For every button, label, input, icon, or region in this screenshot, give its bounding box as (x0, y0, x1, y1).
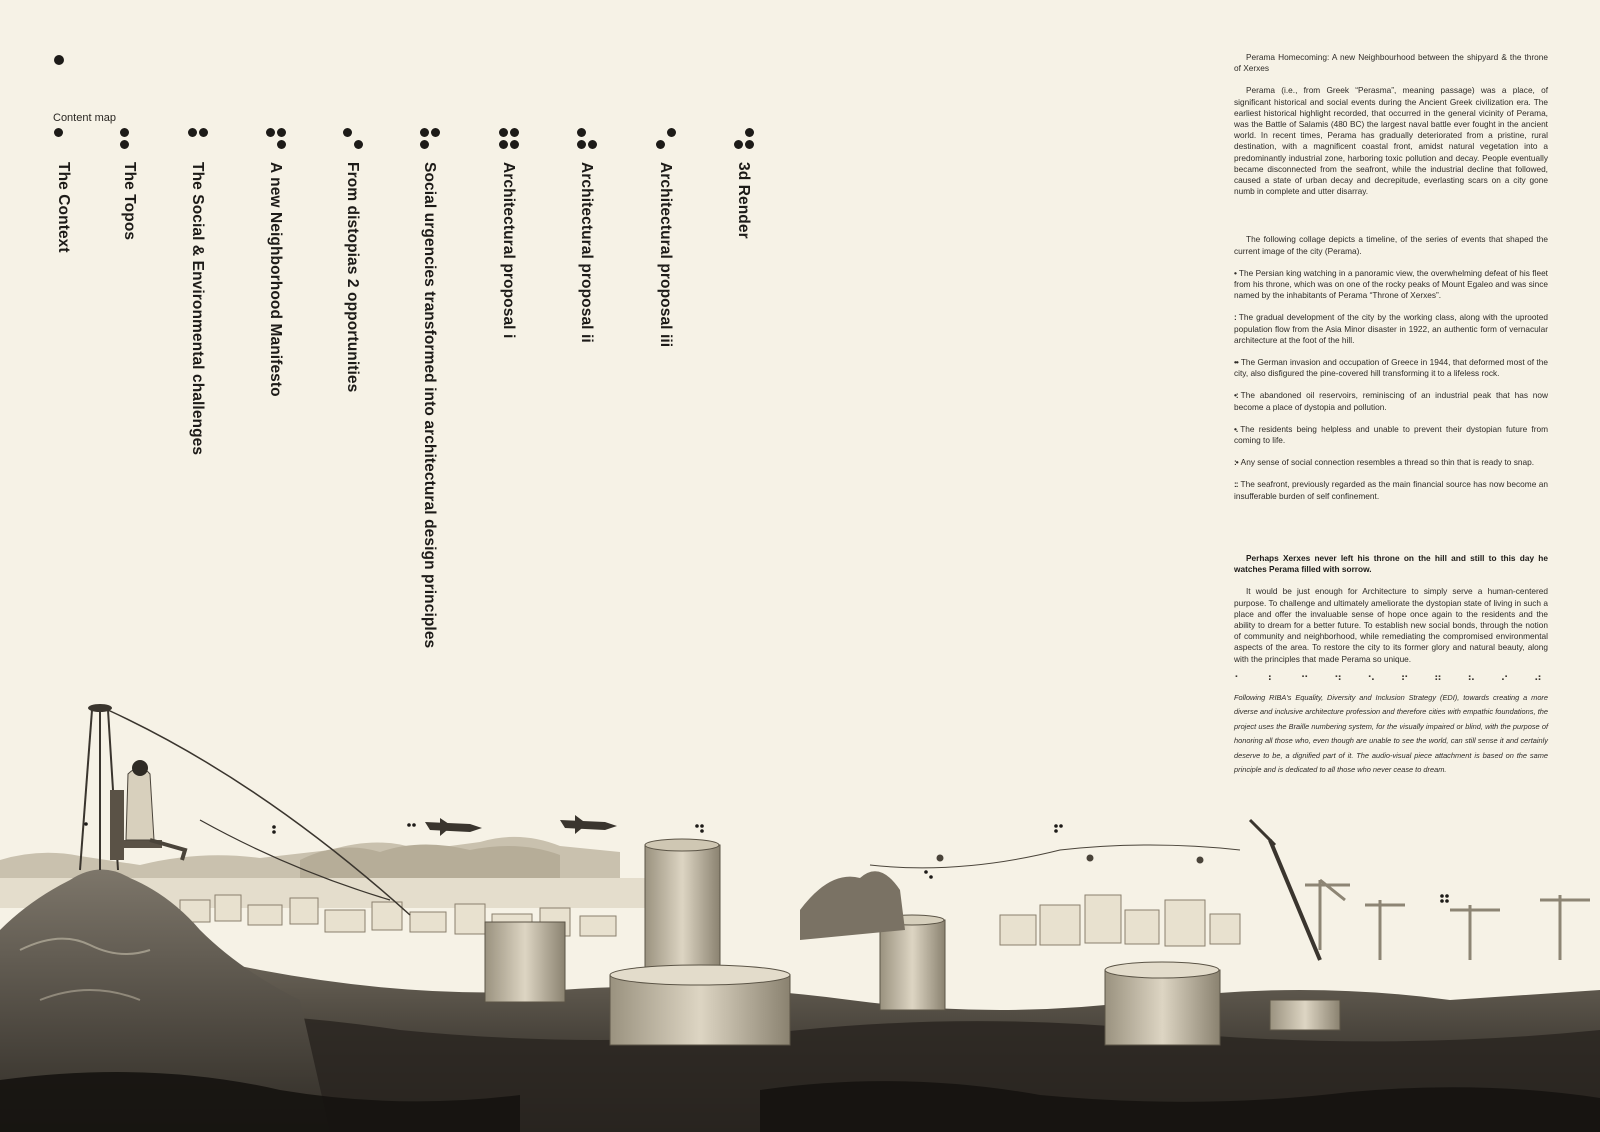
hanging-thread (870, 845, 1240, 868)
toc-title: The Context (55, 162, 72, 253)
collage-intro: The following collage depicts a timeline, of the series of events that shaped the current image of the city (Perama). (1234, 234, 1548, 256)
toc-title: Architectural proposal iii (657, 162, 674, 348)
braille-mark: :: (1234, 479, 1238, 490)
braille-glyph: ⠉ (1300, 674, 1309, 687)
braille-4-icon (264, 128, 294, 152)
event-item (1234, 457, 1548, 468)
toc-item-context[interactable] (52, 128, 82, 688)
event-text: The abandoned oil reservoirs, reminiscing of an industrial peak that has now become a place of dystopia and pollution. (1234, 390, 1548, 412)
project-heading: Perama Homecoming: A new Neighbourhood between the shipyard & the throne of Xerxes (1234, 52, 1548, 74)
toc-item-proposal-iii[interactable] (654, 128, 684, 688)
braille-1-icon (52, 128, 82, 152)
toc-title: Social urgencies transformed into architectural design principles (421, 162, 438, 649)
toc-title: 3d Render (735, 162, 752, 239)
braille-9-icon (654, 128, 684, 152)
braille-glyph: ⠚ (1533, 674, 1542, 687)
braille-mark: :• (1234, 457, 1238, 468)
event-text: The gradual development of the city by the working class, along with the uprooted population flow from the Asia Minor disaster in 1922, an authentic form of vernacular architecture at the foot of the hill. (1234, 312, 1548, 345)
braille-mark: •: (1234, 390, 1238, 401)
braille-glyph: ⠓ (1467, 674, 1476, 687)
closing-paragraph: It would be just enough for Architecture to simply serve a human-centered purpose. To challenge and ultimately ameliorate the dystopian state of living in such a place and offer the invaluable sense of hope once again to the residents and the ability to dream for a better future. To establish new social bonds, through the notion of community and neighborhood, while remediating the compromised environmental aspects of the area. To restore the city to its former glory and natural beauty, along with the principles that made Perama so unique. (1234, 586, 1548, 664)
event-item (1234, 357, 1548, 379)
event-item (1234, 268, 1548, 302)
toc-title: The Social & Environmental challenges (189, 162, 206, 456)
braille-dot-marker (54, 55, 64, 65)
toc-title: Architectural proposal i (500, 162, 517, 339)
event-item (1234, 390, 1548, 412)
project-description (1234, 52, 1548, 778)
event-text: The German invasion and occupation of Greece in 1944, that deformed most of the city, also disfigured the pine-covered hill transforming it to a lifeless rock. (1234, 357, 1548, 379)
braille-mark: •• (1234, 357, 1238, 368)
braille-3-icon (186, 128, 216, 152)
braille-glyph: ⠊ (1500, 674, 1509, 687)
event-text: The residents being helpless and unable to prevent their dystopian future from coming to life. (1234, 423, 1548, 446)
perama-collage (0, 700, 1600, 1132)
warplane-1 (425, 818, 482, 836)
braille-glyph: ⠛ (1433, 674, 1442, 687)
braille-8-icon (575, 128, 605, 152)
crane-silhouettes (1250, 820, 1590, 960)
toc-title: From distopias 2 opportunities (344, 162, 361, 393)
braille-mark: •. (1234, 423, 1238, 434)
braille-glyph: ⠁ (1234, 674, 1243, 687)
event-text: The seafront, previously regarded as the main financial source has now become an insufferable burden of self confinement. (1234, 479, 1548, 501)
event-item (1234, 479, 1548, 501)
toc-title: A new Neighborhood Manifesto (267, 162, 284, 397)
toc-item-proposal-ii[interactable] (575, 128, 605, 688)
toc-title: Architectural proposal ii (578, 162, 595, 343)
braille-glyph: ⠋ (1400, 674, 1409, 687)
riba-edi-note: Following RIBA's Equality, Diversity and Inclusion Strategy (EDI), towards creating a more diverse and inclusive architecture profession and therefore cities with empathic foundations, the project uses the Braille numbering system, for the visually impaired or blind, with the purpose of honoring all those who, even though are unable to see the world, can still sense it and certainly deserve to be, a dignified part of it. The audio-visual piece attachment is based on the same principle and is dedicated to all those who never cease to dream. (1234, 692, 1548, 775)
braille-5-icon (341, 128, 371, 152)
braille-7-icon (497, 128, 527, 152)
toc-item-distopias[interactable] (341, 128, 371, 688)
braille-mark: • (1234, 267, 1236, 278)
braille-mark: : (1234, 312, 1236, 323)
village-hill-mid (800, 871, 905, 940)
warplane-2 (560, 815, 617, 834)
braille-number-row (1234, 676, 1548, 687)
braille-2-icon (118, 128, 148, 152)
braille-6-icon (418, 128, 448, 152)
event-text: Any sense of social connection resembles a thread so thin that is ready to snap. (1240, 457, 1534, 468)
toc-item-3d-render[interactable] (732, 128, 762, 688)
braille-glyph: ⠑ (1367, 674, 1376, 687)
toc-title: The Topos (121, 162, 138, 241)
event-item (1234, 312, 1548, 346)
toc-item-proposal-i[interactable] (497, 128, 527, 688)
intro-paragraph: Perama (i.e., from Greek “Perasma”, meaning passage) was a place, of significant historical and social events during the Ancient Greek civilization era. The earliest historical highlight recorded, that occurred in the general vicinity of Perama, was the Battle of Salamis (480 BC) the largest naval battle ever fought in the ancient world. In recent times, Perama has gradually deteriorated from a pristine, rural destination, with a magnificent coastal front, amidst natural vegetation into a predominantly industrial zone, harboring toxic pollution and decay. People eventually became disconnected from the seafront, while the industrial decline that followed, caused a state of urban decay and decrepitude, everlasting scars on a city gone numb in complete and utter disarray. (1234, 85, 1548, 197)
toc-item-urgencies[interactable] (418, 128, 448, 688)
toc-item-manifesto[interactable] (264, 128, 294, 688)
toc-item-topos[interactable] (118, 128, 148, 688)
xerxes-statement: Perhaps Xerxes never left his throne on the hill and still to this day he watches Perama filled with sorrow. (1234, 552, 1548, 575)
toc-item-challenges[interactable] (186, 128, 216, 688)
content-map-label: Content map (53, 112, 116, 124)
braille-glyph: ⠙ (1333, 674, 1342, 687)
braille-10-icon (732, 128, 762, 152)
braille-glyph: ⠃ (1267, 674, 1276, 687)
event-text: The Persian king watching in a panoramic view, the overwhelming defeat of his fleet from his throne, which was on one of the rocky peaks of Mount Egaleo and was since named by the inhabitants of Perama “Throne of Xerxes”. (1234, 267, 1548, 301)
event-item (1234, 424, 1548, 446)
